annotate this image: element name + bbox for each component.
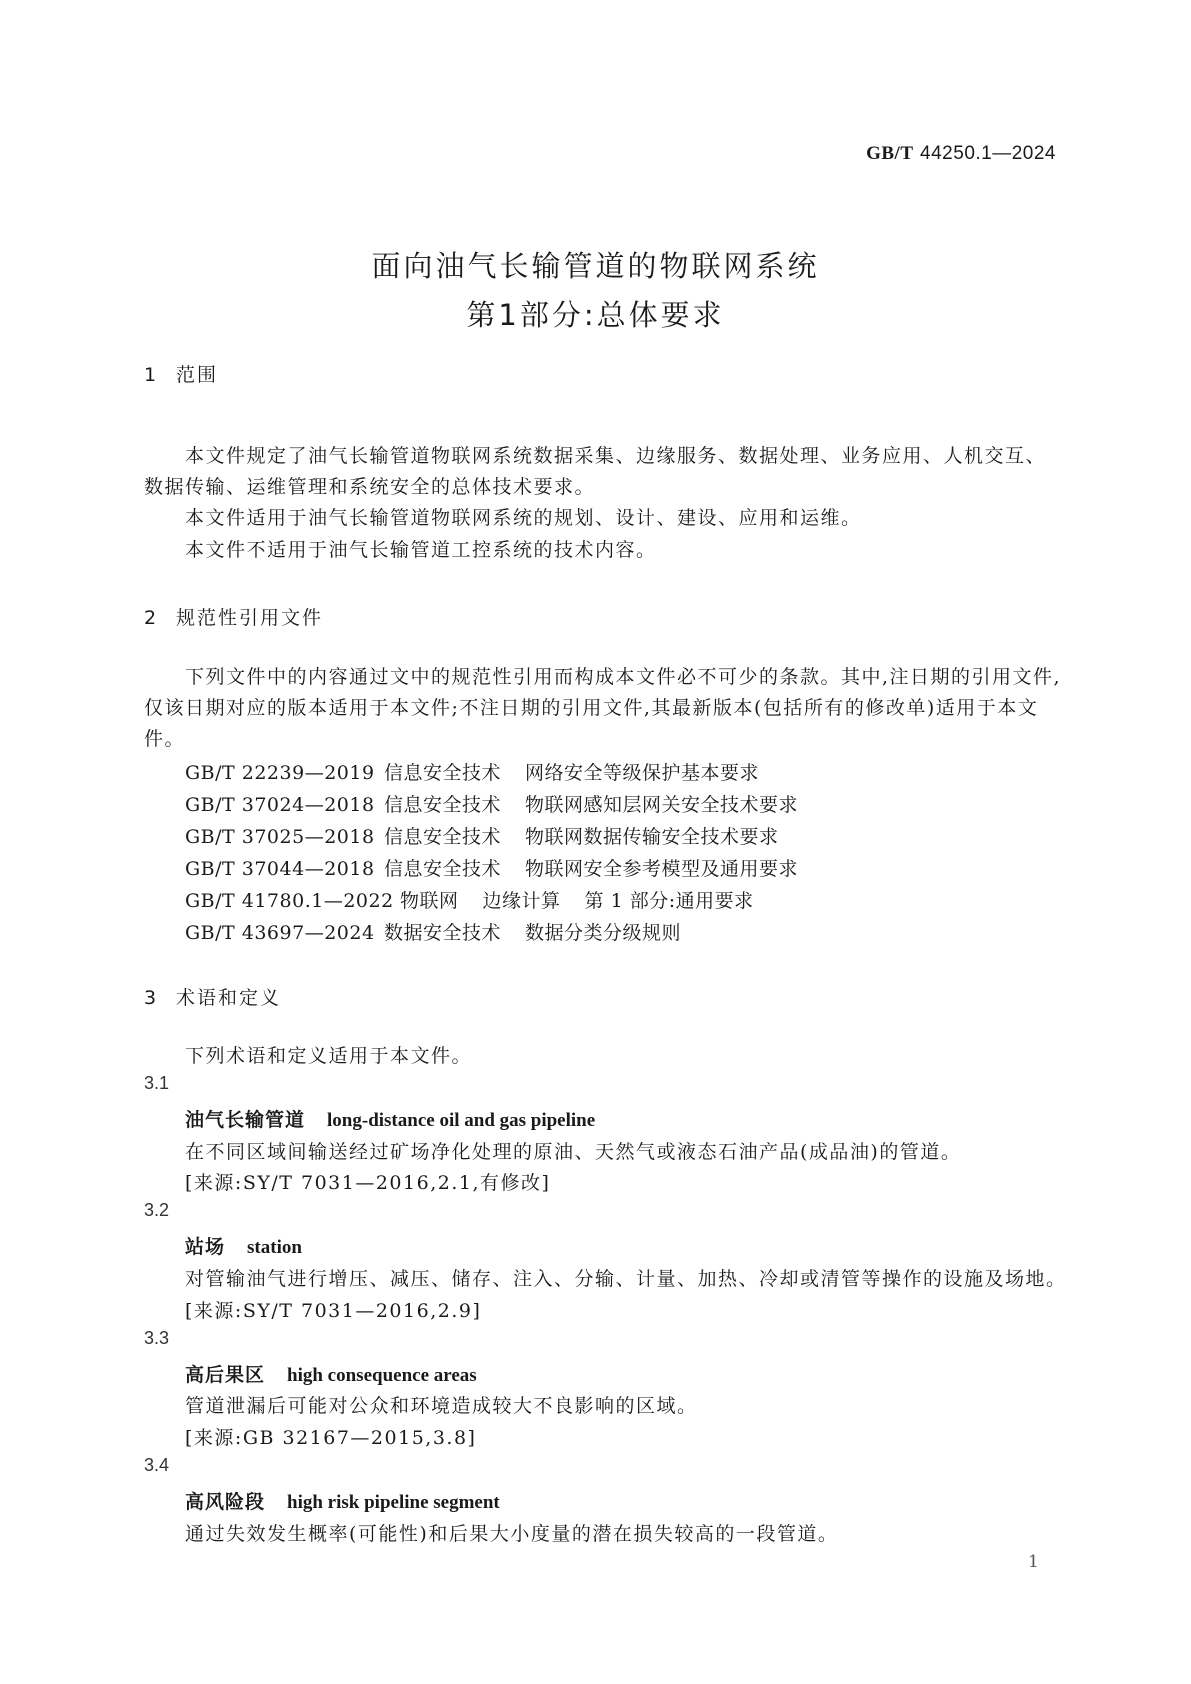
term-entry [185, 1232, 302, 1259]
normative-reference: GB/T 37044—2018 信息安全技术 物联网安全参考模型及通用要求 [185, 858, 799, 880]
term-definition: 对管输油气进行增压、减压、储存、注入、分输、计量、加热、冷却或清管等操作的设施及场地。 [185, 1268, 1067, 1290]
normative-reference: GB/T 37025—2018 信息安全技术 物联网数据传输安全技术要求 [185, 826, 779, 848]
term-number: 3.2 [144, 1200, 170, 1220]
page-number: 1 [1028, 1552, 1039, 1572]
term-zh: 高风险段 [185, 1491, 266, 1513]
standard-prefix: GB/T [866, 143, 914, 164]
document-subtitle: 第1部分:总体要求 [466, 298, 725, 332]
normative-reference: GB/T 22239—2019 信息安全技术 网络安全等级保护基本要求 [185, 762, 760, 784]
term-definition: 管道泄漏后可能对公众和环境造成较大不良影响的区域。 [185, 1395, 698, 1417]
section-1-paragraph-3: 本文件不适用于油气长输管道工控系统的技术内容。 [185, 539, 657, 561]
standard-number [866, 142, 1056, 165]
term-source: [来源:GB 32167—2015,3.8] [185, 1427, 477, 1449]
term-definition: 在不同区域间输送经过矿场净化处理的原油、天然气或液态石油产品(成品油)的管道。 [185, 1141, 962, 1163]
term-zh: 站场 [185, 1236, 226, 1258]
normative-reference: GB/T 41780.1—2022 物联网 边缘计算 第 1 部分:通用要求 [185, 890, 754, 912]
normative-reference: GB/T 37024—2018 信息安全技术 物联网感知层网关安全技术要求 [185, 794, 799, 816]
section-1-paragraph-1: 本文件规定了油气长输管道物联网系统数据采集、边缘服务、数据处理、业务应用、人机交互、数据传输、运维管理和系统安全的总体技术要求。 [144, 445, 1047, 498]
document-title: 面向油气长输管道的物联网系统 [371, 249, 820, 283]
normative-reference: GB/T 43697—2024 数据安全技术 数据分类分级规则 [185, 922, 682, 944]
section-2-intro: 下列文件中的内容通过文中的规范性引用而构成本文件必不可少的条款。其中,注日期的引用文件,仅该日期对应的版本适用于本文件;不注日期的引用文件,其最新版本(包括所有的修改单)适用于本文件。 [144, 666, 1062, 750]
section-3-intro: 下列术语和定义适用于本文件。 [185, 1045, 473, 1067]
standard-code: 44250.1—2024 [920, 143, 1056, 164]
section-2-heading: 2 规范性引用文件 [144, 607, 324, 629]
term-entry [185, 1487, 500, 1514]
section-1-heading: 1 范围 [144, 364, 219, 386]
term-definition: 通过失效发生概率(可能性)和后果大小度量的潜在损失较高的一段管道。 [185, 1523, 839, 1545]
term-source: [来源:SY/T 7031—2016,2.9] [185, 1300, 482, 1322]
term-en: high risk pipeline segment [287, 1492, 500, 1513]
section-3-heading: 3 术语和定义 [144, 987, 282, 1009]
term-en: long-distance oil and gas pipeline [327, 1110, 596, 1131]
term-zh: 高后果区 [185, 1364, 266, 1386]
term-number: 3.3 [144, 1328, 170, 1348]
term-source: [来源:SY/T 7031—2016,2.1,有修改] [185, 1172, 551, 1194]
term-number: 3.1 [144, 1073, 170, 1093]
term-number: 3.4 [144, 1455, 170, 1475]
term-entry [185, 1360, 477, 1387]
term-en: high consequence areas [287, 1365, 477, 1386]
section-1-paragraph-2: 本文件适用于油气长输管道物联网系统的规划、设计、建设、应用和运维。 [185, 507, 862, 529]
term-en: station [247, 1237, 302, 1258]
term-zh: 油气长输管道 [185, 1109, 306, 1131]
term-entry [185, 1105, 595, 1132]
